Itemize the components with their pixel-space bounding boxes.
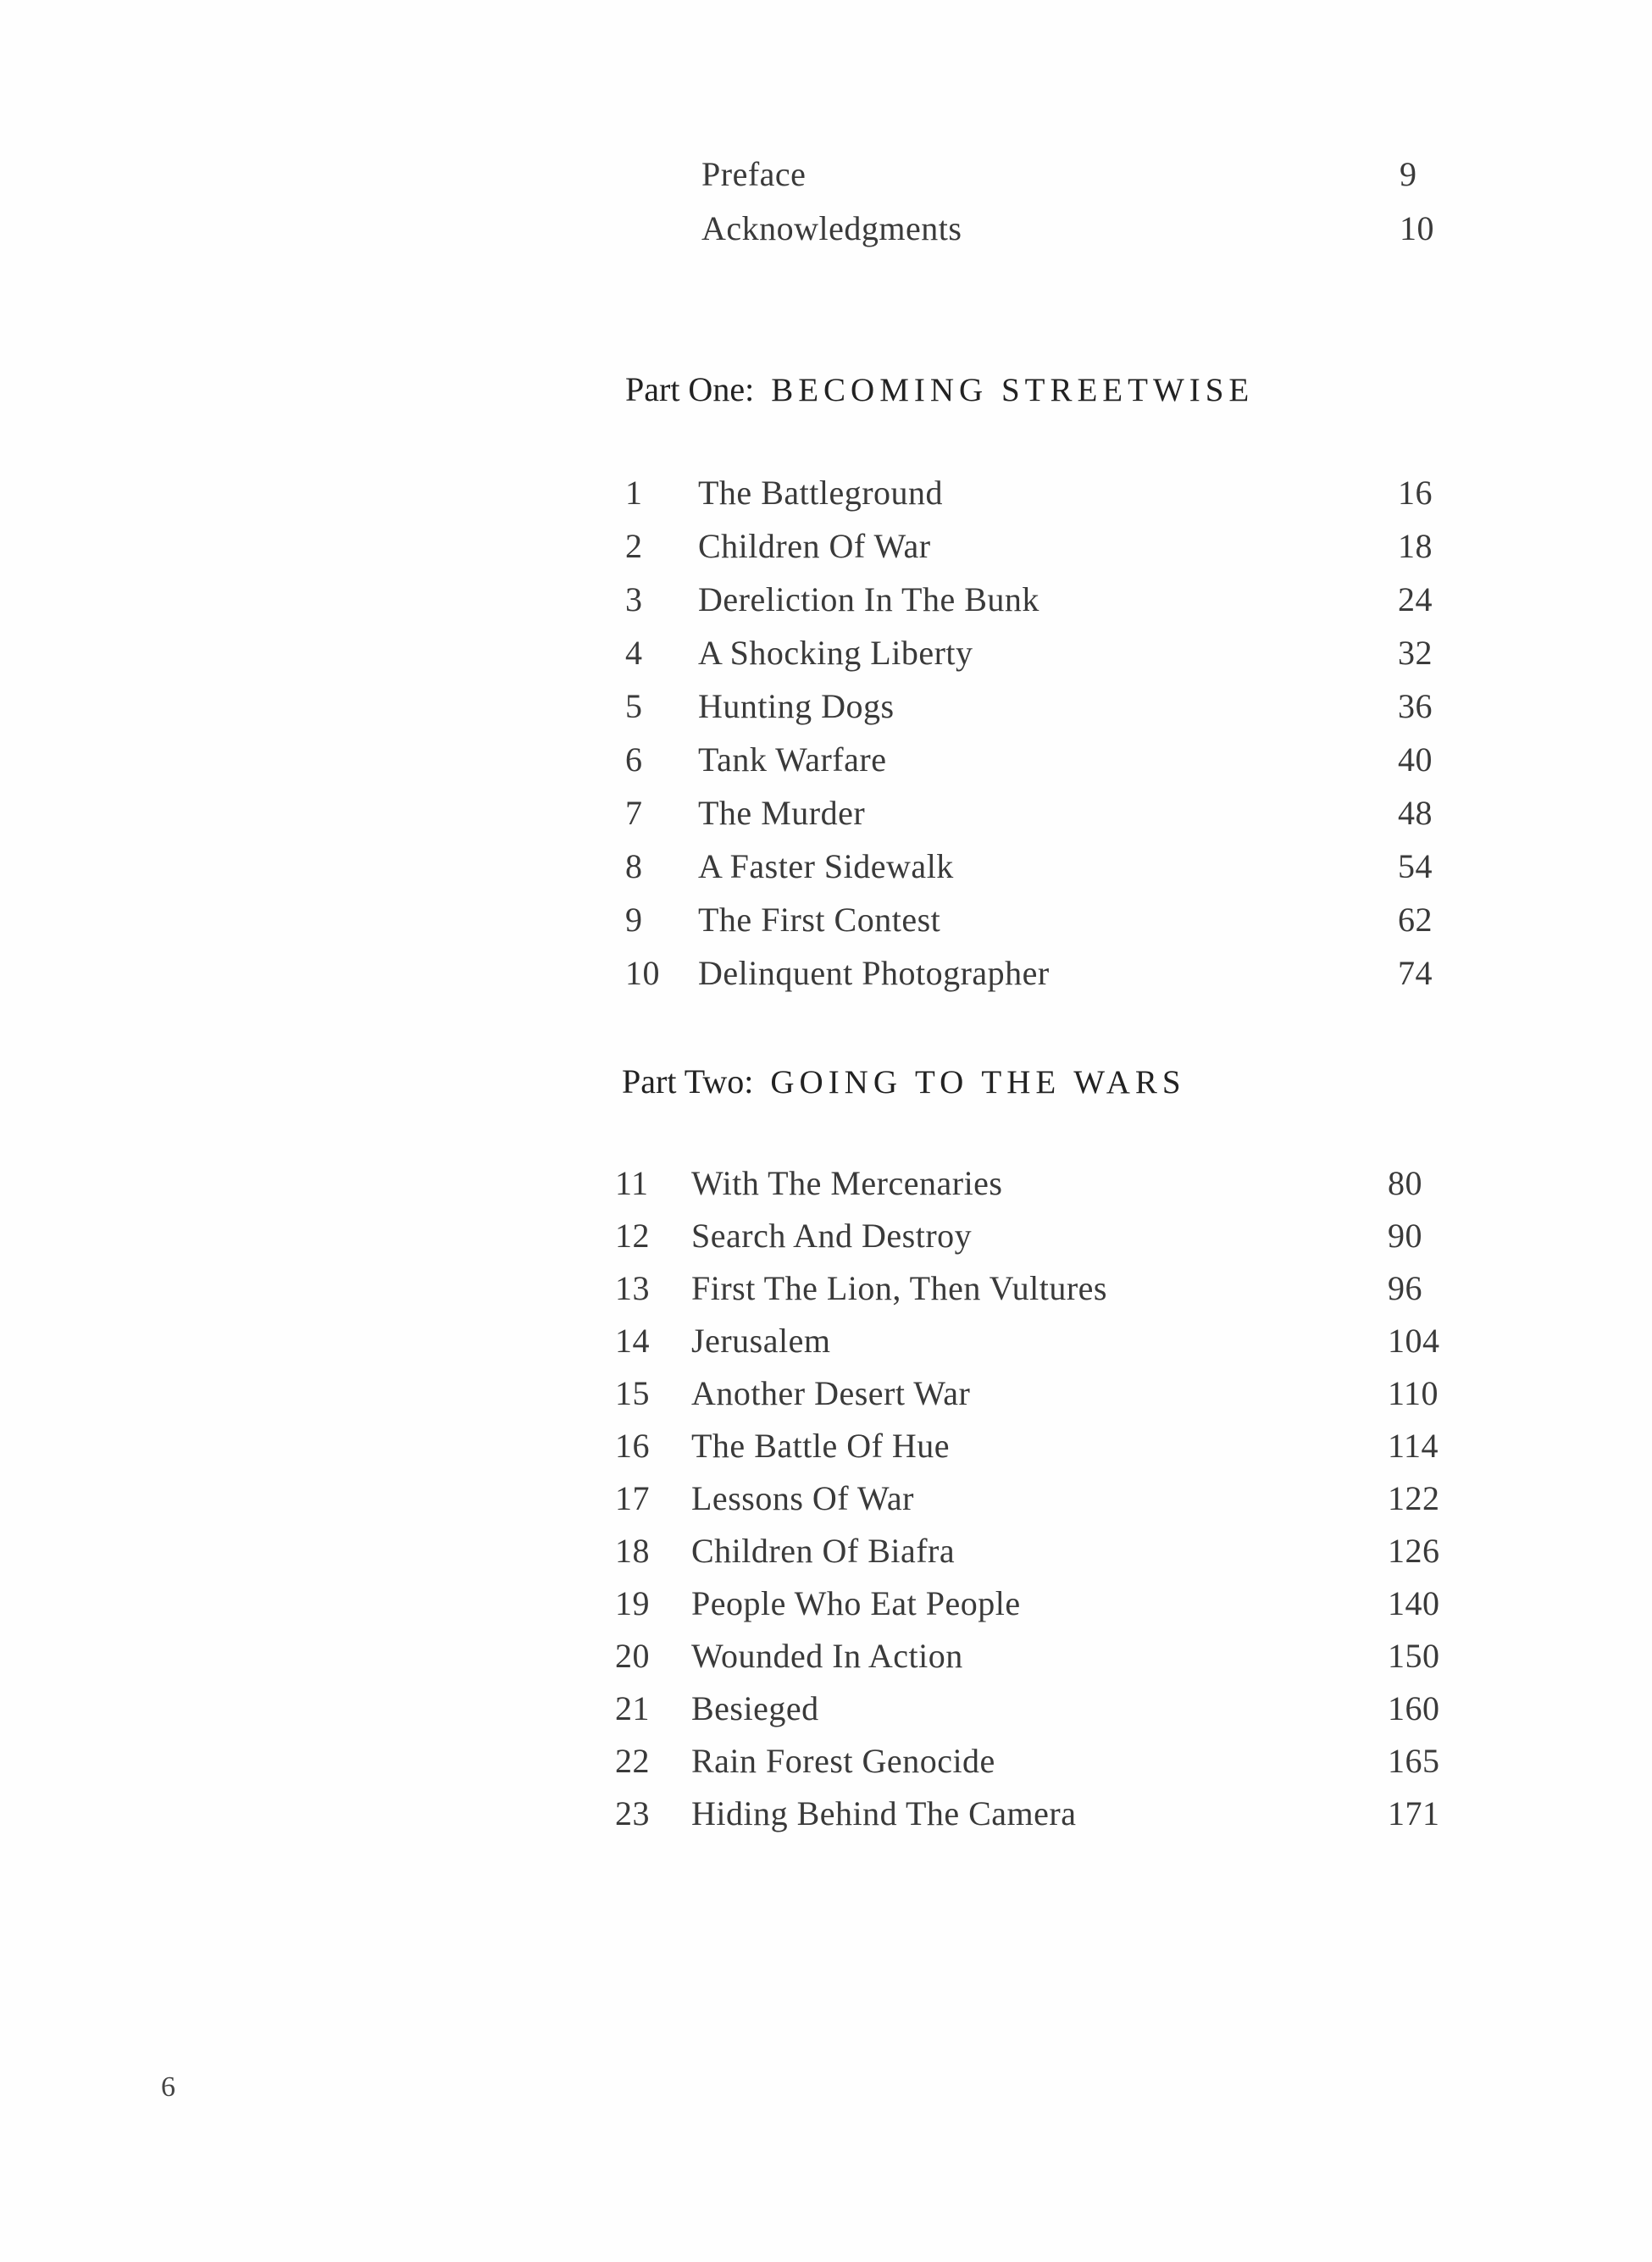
chapter-number: 21 [615,1689,650,1727]
toc-entry [615,1578,1471,1629]
chapter-title: Besieged [691,1689,819,1727]
toc-entry [615,1736,1471,1787]
chapter-number: 13 [615,1269,650,1307]
chapter-number: 1 [625,474,643,512]
chapter-number: 10 [625,954,660,992]
toc-entry [625,841,1472,892]
chapter-page: 48 [1398,794,1433,832]
toc-entry [615,1368,1471,1419]
chapter-title: A Faster Sidewalk [698,847,954,885]
chapter-page: 36 [1398,687,1433,725]
chapter-page: 24 [1398,580,1433,618]
chapter-title: A Shocking Liberty [698,634,973,672]
toc-entry [615,1683,1471,1734]
chapter-page: 90 [1388,1217,1422,1255]
chapter-number: 20 [615,1637,650,1675]
toc-entry [625,574,1472,625]
chapter-title: Children Of Biafra [691,1532,956,1570]
chapter-title: The Battleground [698,474,944,512]
chapter-title: Hiding Behind The Camera [691,1794,1077,1832]
part-two-heading [622,1056,1186,1108]
chapter-number: 12 [615,1217,650,1255]
toc-entry [615,1263,1471,1314]
chapter-number: 23 [615,1794,650,1832]
toc-entry [615,1211,1471,1261]
toc-entry [625,788,1472,839]
chapter-title: Jerusalem [691,1322,831,1360]
chapter-page: 54 [1398,847,1433,885]
chapter-title: Dereliction In The Bunk [698,580,1039,618]
toc-entry [615,1473,1471,1524]
toc-entry [625,628,1472,679]
page-number: 6 [161,2071,175,2103]
chapter-page: 140 [1388,1584,1440,1622]
toc-entry [615,1526,1471,1577]
chapter-title: Another Desert War [691,1374,971,1412]
chapter-title: Hunting Dogs [698,687,895,725]
part-two-label: Part Two: [622,1062,754,1101]
toc-entry [615,1316,1471,1367]
chapter-page: 126 [1388,1532,1440,1570]
entry-title: Acknowledgments [701,209,962,247]
chapter-page: 150 [1388,1637,1440,1675]
chapter-page: 16 [1398,474,1433,512]
chapter-title: The First Contest [698,901,941,939]
chapter-number: 6 [625,740,643,779]
part-one-label: Part One: [625,370,755,408]
chapter-number: 4 [625,634,643,672]
entry-title: Preface [701,155,807,193]
chapter-number: 14 [615,1322,650,1360]
chapter-title: Children Of War [698,527,931,565]
chapter-page: 171 [1388,1794,1440,1832]
chapter-number: 22 [615,1742,650,1780]
chapter-page: 18 [1398,527,1433,565]
chapter-number: 7 [625,794,643,832]
toc-entry [615,1421,1471,1472]
chapter-number: 9 [625,901,643,939]
chapter-number: 17 [615,1479,650,1517]
chapter-number: 11 [615,1164,649,1202]
chapter-number: 15 [615,1374,650,1412]
chapter-title: Tank Warfare [698,740,887,779]
toc-entry [625,468,1472,518]
toc-entry [615,1158,1471,1209]
chapter-page: 40 [1398,740,1433,779]
chapter-page: 110 [1388,1374,1439,1412]
entry-page: 10 [1400,209,1434,247]
chapter-page: 96 [1388,1269,1422,1307]
part-one-heading [625,364,1254,416]
chapter-title: Rain Forest Genocide [691,1742,995,1780]
chapter-page: 114 [1388,1427,1439,1465]
toc-entry [625,521,1472,572]
chapter-page: 74 [1398,954,1433,992]
toc-entry [625,681,1472,732]
chapter-title: People Who Eat People [691,1584,1021,1622]
toc-entry-preface [701,149,1464,200]
chapter-number: 16 [615,1427,650,1465]
chapter-page: 62 [1398,901,1433,939]
chapter-title: Wounded In Action [691,1637,963,1675]
chapter-page: 122 [1388,1479,1440,1517]
chapter-title: The Murder [698,794,866,832]
chapter-title: First The Lion, Then Vultures [691,1269,1107,1307]
chapter-number: 18 [615,1532,650,1570]
chapter-page: 80 [1388,1164,1422,1202]
chapter-number: 3 [625,580,643,618]
part-one-title: BECOMING STREETWISE [771,372,1255,408]
toc-entry [615,1631,1471,1682]
chapter-page: 160 [1388,1689,1440,1727]
chapter-number: 2 [625,527,643,565]
chapter-title: The Battle Of Hue [691,1427,951,1465]
chapter-title: Search And Destroy [691,1217,973,1255]
chapter-number: 19 [615,1584,650,1622]
toc-entry [625,948,1472,999]
toc-entry [615,1788,1471,1839]
chapter-number: 5 [625,687,643,725]
entry-page: 9 [1400,155,1417,193]
chapter-title: With The Mercenaries [691,1164,1003,1202]
toc-entry [625,735,1472,785]
part-two-title: GOING TO THE WARS [770,1064,1186,1101]
chapter-number: 8 [625,847,643,885]
toc-entry-acknowledgments [701,203,1464,254]
chapter-title: Lessons Of War [691,1479,914,1517]
chapter-page: 104 [1388,1322,1440,1360]
chapter-page: 165 [1388,1742,1440,1780]
chapter-page: 32 [1398,634,1433,672]
toc-entry [625,895,1472,945]
chapter-title: Delinquent Photographer [698,954,1050,992]
